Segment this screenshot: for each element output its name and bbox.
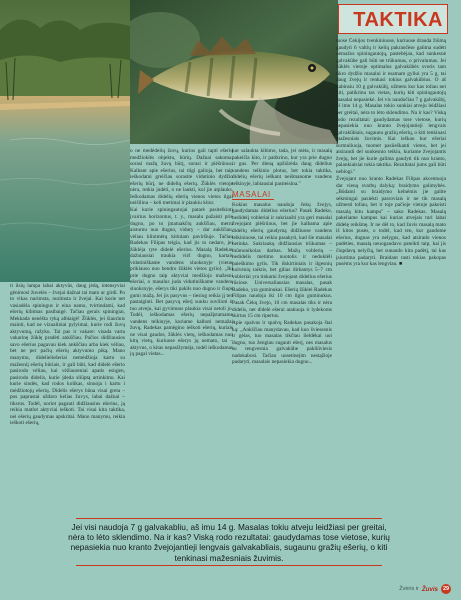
pull-quote: Jei visi naudoja 7 g galvakabliu, aš imu 14 g. Masalas tokiu atveju leidžiasi per greitai, nėra to lėto sklendimo. Na ir kas? Viską rodo rezultatai: gaudydamas tose vietose, kurių nepasiekia nuo kranto žvejojantieji lengvais galvakabliais, sugaunu gražių ešerių, o kiti tenkinasi mažesniais žuvimis.: [68, 522, 390, 563]
lake-photo: [0, 0, 130, 282]
fish-photo: [130, 0, 338, 144]
page-footer: [399, 584, 451, 594]
text-column-1: [10, 283, 125, 515]
paragraph: Kokius masalus naudoja čekų žvejys, gaudydamas didelius ešerius? Pasak Radeko, nedidelį vobleriai ir sukriaušti yra geri masalai žvejojant plėšrūnus, bet jie kalbama apie didelių ešerių gaudymą didžiuose vandens telkiniuose, tai reikia pasakyti, kad šie masalai netinka. Sukriaukų didžiausias trūkumas – mūmonikolas darbas. Mažų voblerių – nedidelis metimo nuotolis ir neduklėli paieškimo gylis. Tik išskirtiniais ir ilgesnių kolvėnių taiktis, bet gilias dirbantys 5–7 cm vobleriai yra tinkami žvejojant didelius ešerius rūsiose. Universaliausias masalas, pasak Radeko, yra guminukai. Ešerių žūklei Radekas Filipas naudoja iki 10 cm ilgio guminukus. Pasak Čekų žvejo, 10 cm masalas tiks ir nėra didelis, net didelė ešerai atakuoja ir lydekoms skirtus 15 cm ripertus.: [232, 201, 332, 320]
paragraph: tuose Čekijos tvenkiniuose, kuriuose drauda žiūmą gaudyti 6 valtių ir kelių pakrančėse galima sudėti nėmažus spiningautojų, pastebėjau, kad sunkesnė galvakūbe gali būti ne trūkumas, o privalumas. Jei žūklės vietoje optimalus galvakūbės svoris tam tikro dydžio masalui ir esamam gyliui yra 5 g, tai daug žvejų ir renkasi tokius galvakūbius. O aš kabinsiu 10 g galvakūbį, užmetu kur kas toliau nei kiti, patikrinu tas vietas, kurių kiti spiningautojų masalai nepasiekė. Jei vis naudočiau 7 g galvakūbį, aš imu 14 g. Masalas tokio sunkiai atveju leidžiasi per greitai, nėra to lėto sklendimo. Na ir kas? Viską rodo rezultatai: gaudydamas tose vietose, kurių nepasiekia nuo kranto žvejojantieji lengvais galvakūbiais, sugaunu gražių ešerių, o kiti tenkinasi mažesniais žuvimis. Kai ieškau kur ešeriai šurmuliuoja, tuomet pasiieškanti vietos, bet jei atsirandi del sunkesnio teikiu, kuriame žvejojantis žvejų, bet jie kurie galima gaudyti tik nuo kranto, palankiaisiai tokia taktika. Rezultatai jums gali būti neblogi.": [336, 38, 446, 175]
text-column-3: [232, 148, 332, 517]
paragraph: Žvejojant nuo kranto Radekas Filipas akcentuoja dar vieną svarbų dalyką: braidymo galimybės. „Būdami su braidymo kelnėmis jie galite sėkmingai pasiekti pasroviais ir ne tik masalą užmesti toliau, bet ir toje pačioje vietoje pakeisti masalą kitu kampu" – sako Radekas. Masalą pakeliame kampus kai kurias atvejais turi labai didelę reikšmę. Ir ne dėl to, kad žuvis masalą mato iš kitos pusės, o todėl, kad ten, kur gaudome ešerius, dugnas yra nelygus, kad atsirado vienos padėties, masalą neuogaudavo pateikti taip, kai jis čiupdavų nelyčią, bet sunaudo kita padėtį, tai kas įsiurtima padaryti. Braidant rasti tokias pakopas pusėms yra kur kas lengviau. ■: [336, 175, 446, 268]
paragraph: o ne medėdelių žuvų, kurios gali tapti ešerių medžioklės objektu, būrių. Dažnai sakoma: sorasi mažų žuvų būrį, sorasi ir plėšrūnus. Kalbant apie ešerius, tai tiigi galioja, bet taip ieškodami greičiau sorasite vidutinio dydžio ešerių būrį, ne didelių ešerių. Žūklės vietoje nėra, reikia judėti, o ne laukti, kol jie atplauks. Ieškodamas didelių ešerių vienos vietos ilgai neišilinu – keli metimai ir plaukiu kitur.: [130, 148, 233, 207]
quote-rule-bottom: [76, 565, 382, 566]
magazine-name: Žuvis: [421, 585, 438, 593]
paragraph: Kai kurie spiningautojai patarė pasitelkinti įvairius horizontus, t. y., masalu pažaisti prie dugno, po to įmatuakčių aukščiau, metru aisturnu nuo dugno, vidury – dar aukščiau, vėliau klinimėtų kitiniam paviršiuje. Tačiau Radekas Filipas teigia, kad jis to nedaro, jei žūklėja ryte didelė ešerius. Masalą Radekas dažniausiai traukia virš dugno, kartais vidutiniškame vandens sluoksnyje (vietas priklauso nuo bendro žūklės vietos gylio). „Iki prie dugno taip aktyviai medžioja mažesni ešeriai, o masalus juda vidutiniškame vandens sluoksnyje, ešerys tiki pakils nuo dugno ir čiups gumi mažą. Jei jis pasyvus – tiesiog reikia jį ten pastaiginti. Bet pasyvų ešerį sunku suvilioti ir tuo atveju, kai gyvimuos plaukia visai netoli jo. Todėl, ieškodamas ešerių nepažįstamame vandens telkinyje, kuriame kalboti nemažai žuvų, Radekas pamėgino ieškoti ešerių, kuriais ne visai gaudos, žūklės vietų, ieškodamas nuo kitų vietų, kuriuose ešerys jų nemato, tai – aktyvus, o kitas nepasižymėja, todėl ieškodamas jų pagal vietas...: [130, 207, 233, 358]
footer-label: Žvėris ir: [399, 586, 419, 592]
section-title-box: [338, 4, 448, 34]
section-heading-masalai: MASALAI: [232, 190, 274, 200]
paragraph: ti ilsių lampa labai aktyvūs, daug jėdą, intensyviai gėnimosi žuvelės – žvejai dažnai tai mato ar girdi. Po to vikas nurimsta, nurimsta ir žvejai. Kai kurie net vasiadėla spiningus ir eina namo, tvirtindami, kad ešerių kibimas pasibaigė. Tačiau gerais spiningiai, Mekkada nenėšta ryką albiaigė! Žūklės, jei šiaurinis mainit, kad ne vizualiniai pylyimai, kurie rodi žuvų aktyvumą, ražyku. Tai pas ir vakare: visada varta vakarinę žūklę pradėti ankščiau. Pačios didžiausios savo ešerius pagavau kiek ankščiau arba kiek vėliau, bet ne per pačių ešerių aktyvumo piką. Mano manymu, didelieliešeriai nemėdžioja kartu su mažesniį ešerių būriais, ir gali būti, kad didelė ešerio pasirodo vėliau, kai vėžiaureniai apatis esiųjen, pasirodo didelis, kurie įdeda sliūptą artinkimu. Kai kurie sindės, kad rodos kolikas, sinuoja i kartu i mėdžiotojų ešerių. Didelis ešerys būna visai greta – pos paprastai uždaro kelias žuvys, labai dažnai – tiksrus. Todėl, norint pagauti didžiausius ešerius, ją reikia matlot aktyviai ieškoti. Tai visai kita taktika, nei ešerių gaudymas apskritai. Mano manymu, reikia ieškoti ešerių,: [10, 283, 125, 427]
quote-rule-top: [76, 518, 382, 519]
text-column-4: [336, 38, 446, 516]
page-number: 29: [442, 586, 450, 592]
paragraph: Apie spalvas ir spalvų Radekas pasakoja štai ką: „Ankščiau manydavau, kad kuo šviesesnis ir gėlas, tuo masalas tikčiau lieldėkai uoi dugno, tuo žengiau sugauti ešerį, nes masalus su tengvesnia galvakūbe pakliūviesis nadokabosi. Tačiau uosetinejim nestąžioje padaryti, masalais nepasiekia dugno...: [232, 320, 332, 366]
text-column-2: [130, 148, 233, 517]
section-title: TAKTIKA: [353, 9, 443, 31]
paragraph: kur salaukta kibimo, tada, jei mėta, ir masalą pakeičia kito, ir patikrino, kur yra prie dugno ir gus. Per dieną apžiūrėda daug didelius vandens telkinio plotus, bet tokia taktika, didelių ešerių ieškant neišmanome vandens telkinyje, labiausiai pasiteisina.": [232, 148, 332, 187]
